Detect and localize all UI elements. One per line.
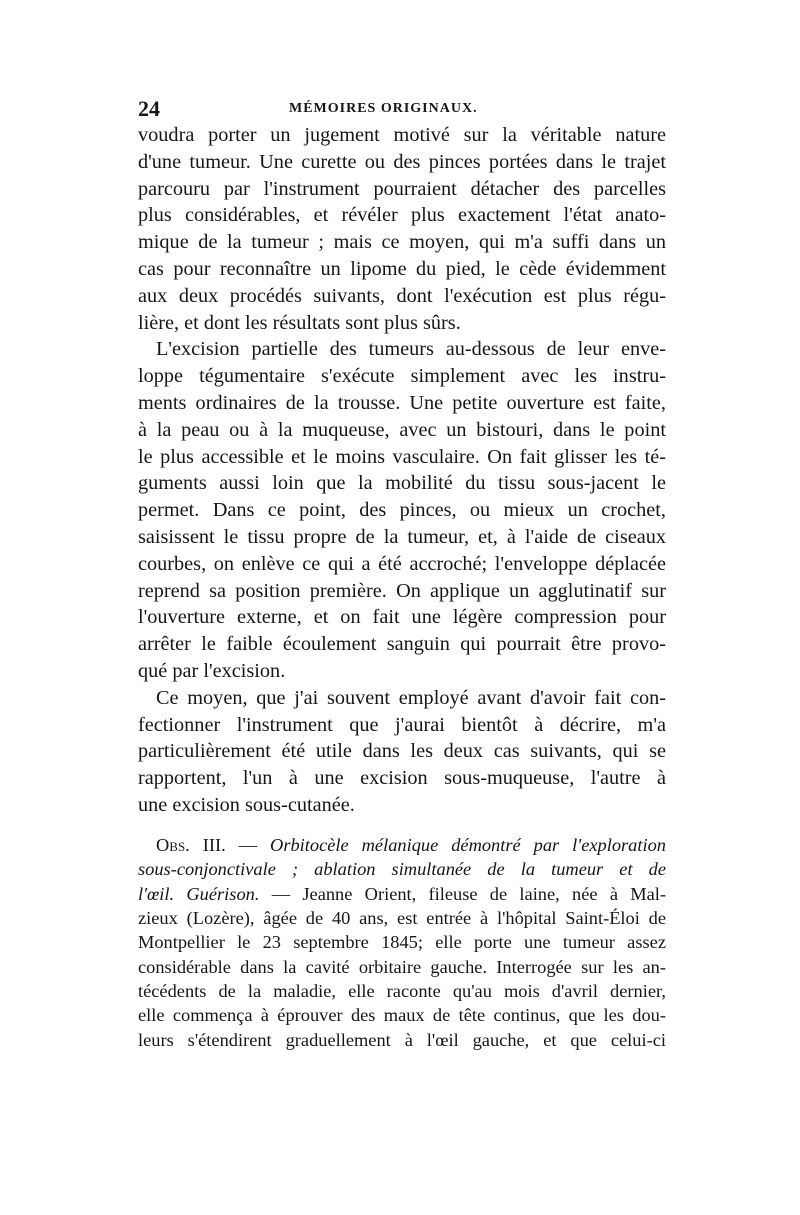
- observation-title-line: [138, 882, 666, 906]
- text-line: leurs s'étendirent graduellement à l'œil gauche, et que celui-ci: [138, 1029, 666, 1050]
- observation-heading-line: [138, 833, 666, 857]
- page-header: [138, 96, 666, 122]
- observation-title-end: l'œil. Guérison.: [138, 883, 260, 904]
- text-line: técédents de la maladie, elle raconte qu'au mois d'avril dernier,: [138, 981, 666, 1002]
- text-line: arrêter le faible écoulement sanguin qui pourrait être provo-: [138, 633, 666, 656]
- text-line: loppe tégumentaire s'exécute simplement avec les instru-: [138, 365, 666, 388]
- text-line: qué par l'excision.: [138, 659, 286, 682]
- observation-block: [138, 833, 666, 1053]
- text-line: mique de la tumeur ; mais ce moyen, qui m'a suffi dans un: [138, 231, 666, 254]
- paragraph-2: [138, 336, 666, 684]
- text-line: d'une tumeur. Une curette ou des pinces portées dans le trajet: [138, 150, 666, 173]
- text-line: reprend sa position première. On applique un agglutinatif sur: [138, 579, 666, 602]
- text-line: courbes, on enlève ce qui a été accroché; l'enveloppe déplacée: [138, 552, 666, 575]
- text-line: guments aussi loin que la mobilité du tissu sous-jacent le: [138, 472, 666, 495]
- text-line: rapportent, l'un à une excision sous-muqueuse, l'autre à: [138, 767, 666, 790]
- text-line: à la peau ou à la muqueuse, avec un bistouri, dans le point: [138, 418, 666, 441]
- text-line: zieux (Lozère), âgée de 40 ans, est entrée à l'hôpital Saint-Éloi de: [138, 907, 666, 928]
- paragraph-1: [138, 122, 666, 336]
- book-page: [138, 96, 666, 1052]
- text-line: considérable dans la cavité orbitaire gauche. Interrogée sur les an-: [138, 956, 666, 977]
- running-head: MÉMOIRES ORIGINAUX.: [289, 101, 478, 116]
- text-line: l'ouverture externe, et on fait une légère compression pour: [138, 606, 666, 629]
- text-line: Montpellier le 23 septembre 1845; elle porte une tumeur assez: [138, 932, 666, 953]
- observation-title-line: sous-conjonctivale ; ablation simultanée de la tumeur et de: [138, 859, 666, 880]
- text-line: voudra porter un jugement motivé sur la véritable nature: [138, 124, 666, 146]
- page-number: 24: [138, 96, 160, 121]
- text-line: elle commença à éprouver des maux de tête continus, que les dou-: [138, 1005, 666, 1026]
- text-line: lière, et dont les résultats sont plus sûrs.: [138, 311, 461, 334]
- text-line: aux deux procédés suivants, dont l'exécution est plus régu-: [138, 284, 666, 307]
- text-line: cas pour reconnaître un lipome du pied, le cède évidemment: [138, 257, 666, 280]
- observation-title: Orbitocèle mélanique démontré par l'exploration: [270, 834, 666, 855]
- text-line: ments ordinaires de la trousse. Une petite ouverture est faite,: [138, 391, 666, 414]
- text-line: fectionner l'instrument que j'aurai bientôt à décrire, m'a: [138, 713, 666, 736]
- text-line: permet. Dans ce point, des pinces, ou mieux un crochet,: [138, 499, 666, 522]
- text-line: particulièrement été utile dans les deux cas suivants, qui se: [138, 740, 666, 763]
- text-line: une excision sous-cutanée.: [138, 793, 355, 816]
- text-line: Ce moyen, que j'ai souvent employé avant d'avoir fait con-: [156, 686, 666, 709]
- paragraph-3: [138, 685, 666, 819]
- text-line: plus considérables, et révéler plus exactement l'état anato-: [138, 204, 666, 227]
- text-line: le plus accessible et le moins vasculaire. On fait glisser les té-: [138, 445, 666, 468]
- observation-text-start: — Jeanne Orient, fileuse de laine, née à Mal-: [259, 883, 666, 904]
- text-line: parcouru par l'instrument pourraient détacher des parcelles: [138, 177, 666, 200]
- text-line: saisissent le tissu propre de la tumeur, et, à l'aide de ciseaux: [138, 525, 666, 548]
- text-line: L'excision partielle des tumeurs au-dessous de leur enve-: [156, 338, 666, 361]
- observation-label: Obs. III. —: [156, 834, 258, 855]
